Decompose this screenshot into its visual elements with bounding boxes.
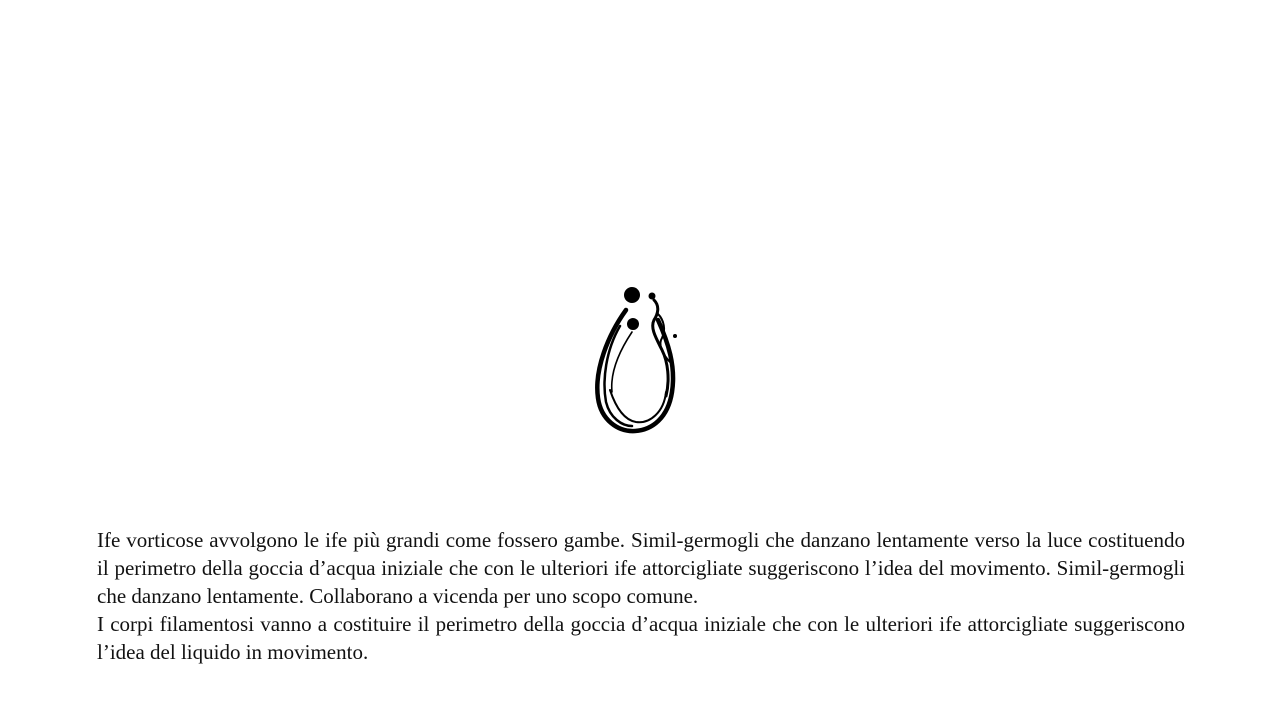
dot-small: [649, 293, 656, 300]
paragraph-1: Ife vorticose avvolgono le ife più grandi come fossero gambe. Simil-germogli che danzano lentamente verso la luce costituendo il perimetro della goccia d’acqua iniziale che con le ulteriori ife attorcigliate suggeriscono l’idea del movimento. Simil-germogli che danzano lentamente. Collaborano a vicenda per uno scopo comune.: [97, 528, 1185, 608]
drop-inner-curl-stroke: [610, 390, 666, 422]
water-drop-hyphae-drawing-icon: [580, 280, 690, 440]
dot-tiny: [673, 334, 677, 338]
paragraph-2: I corpi filamentosi vanno a costituire il perimetro della goccia d’acqua iniziale che con le ulteriori ife attorcigliate suggeriscono l’idea del liquido in movimento.: [97, 612, 1185, 664]
drop-left-thin-stroke: [612, 332, 632, 392]
dot-large: [624, 287, 640, 303]
description-text: [97, 526, 1185, 666]
dot-medium: [627, 318, 639, 330]
